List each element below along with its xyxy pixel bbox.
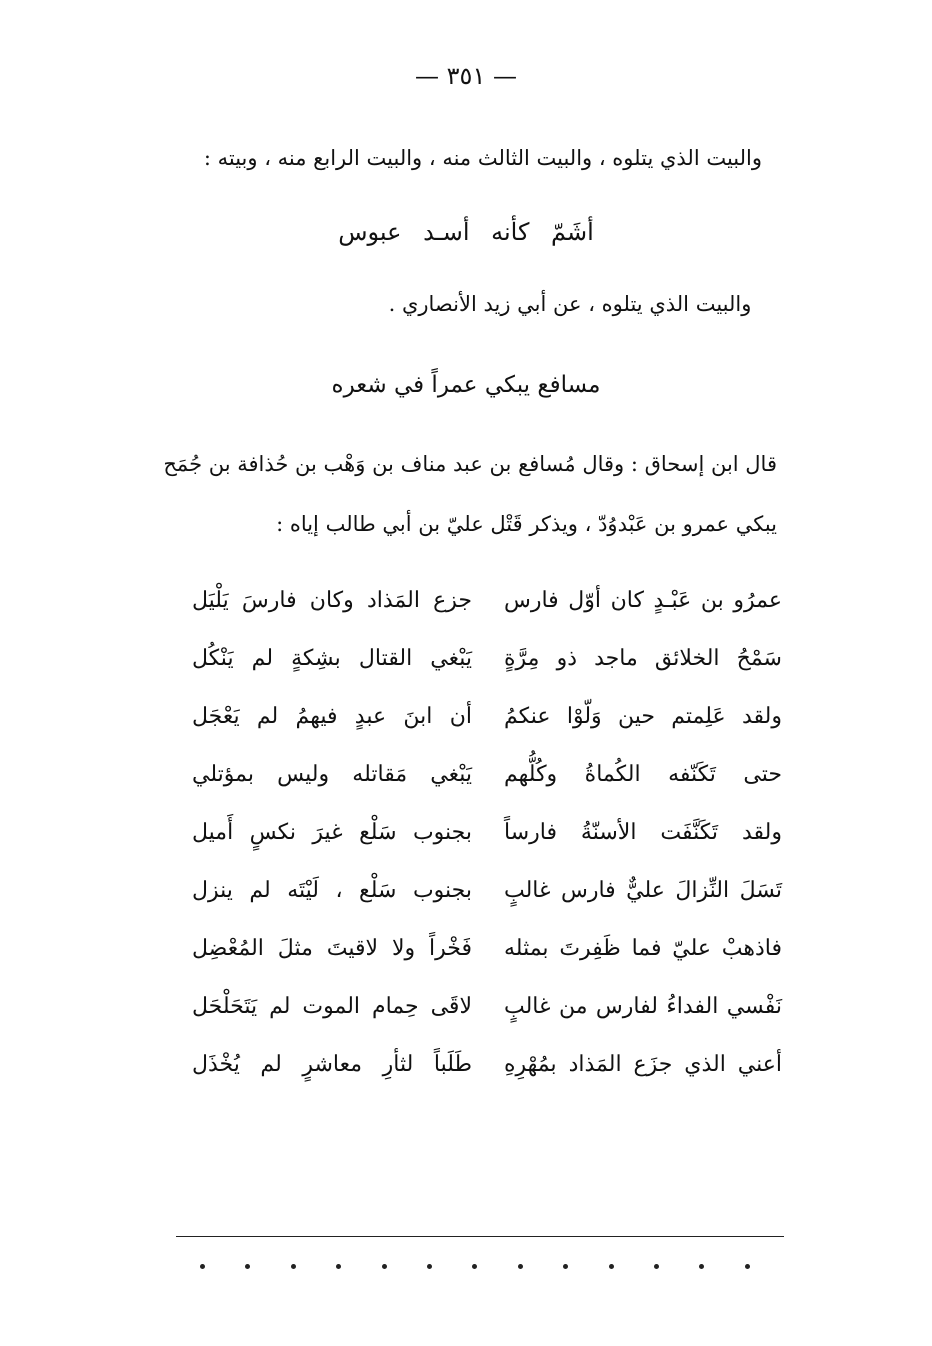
verse-row: [0, 1044, 932, 1102]
prose-line-1: قال ابن إسحاق : وقال مُسافع بن عبد مناف بن وَهْب بن حُذافة بن جُمَح: [163, 452, 777, 476]
footer-dot-row: [200, 1264, 750, 1274]
verse-second-hemistich: أن ابنَ عبدٍ فيهمُ لم يَعْجَل: [192, 704, 472, 729]
verse-second-hemistich: بجنوب سَلْع ، لَيْتَه لم ينزل: [192, 878, 472, 903]
quoted-hemistich: أشَمّ كأنه أسـد عبوس: [338, 218, 594, 246]
dot-ornament: [699, 1264, 704, 1269]
verse-second-hemistich: طَلَباً لثأرِ معاشرٍ لم يُخْذَل: [192, 1052, 472, 1077]
dot-ornament: [382, 1264, 387, 1269]
dot-ornament: [609, 1264, 614, 1269]
attribution-line: والبيت الذي يتلوه ، عن أبي زيد الأنصاري .: [388, 292, 752, 316]
verse-first-hemistich: ولقد تَكَنَّفَت الأسنّةُ فارساً: [504, 820, 782, 845]
verse-second-hemistich: يَبْغي مَقاتله وليس بمؤتلي: [192, 762, 472, 787]
verse-row: [0, 754, 932, 812]
verse-row: [0, 812, 932, 870]
verse-first-hemistich: ولقد عَلِمتم حين وَلّوْا عنكمُ: [504, 704, 782, 729]
dot-ornament: [563, 1264, 568, 1269]
intro-line: والبيت الذي يتلوه ، والبيت الثالث منه ، والبيت الرابع منه ، وبيته :: [203, 146, 762, 170]
verse-first-hemistich: حتى تَكَنّفه الكُماةُ وكُلُّهم: [504, 762, 782, 787]
footer-divider: [176, 1236, 784, 1237]
section-heading: مسافع يبكي عمراً في شعره: [331, 372, 601, 398]
prose-line-2: يبكي عمرو بن عَبْدوُدّ ، ويذكر قَتْل عليّ بن أبي طالب إياه :: [276, 512, 777, 536]
dot-ornament: [472, 1264, 477, 1269]
dot-ornament: [518, 1264, 523, 1269]
verse-row: [0, 870, 932, 928]
dot-ornament: [291, 1264, 296, 1269]
verse-first-hemistich: أعني الذي جزَع المَذاد بمُهْرِهِ: [504, 1052, 782, 1077]
verse-second-hemistich: لاقَى حِمام الموت لم يَتَحَلْحَل: [192, 994, 472, 1019]
verse-second-hemistich: فَخْراً ولا لاقيتَ مثلَ المُعْضِل: [192, 936, 472, 961]
verse-second-hemistich: يَبْغي القتال بشِكةٍ لم يَنْكُل: [192, 646, 472, 671]
verse-first-hemistich: تَسَلَ النِّزالَ عليٌّ فارس غالبٍ: [504, 878, 782, 903]
dot-ornament: [654, 1264, 659, 1269]
verse-row: [0, 928, 932, 986]
verse-row: [0, 696, 932, 754]
verse-first-hemistich: نَفْسي الفداءُ لفارس من غالبٍ: [504, 994, 782, 1019]
dot-ornament: [745, 1264, 750, 1269]
verse-second-hemistich: جزع المَذاد وكان فارسَ يَلْيَل: [192, 588, 472, 613]
verse-first-hemistich: فاذهبْ عليّ فما ظَفِرتَ بمثله: [504, 936, 782, 961]
dot-ornament: [245, 1264, 250, 1269]
verse-row: [0, 638, 932, 696]
dot-ornament: [427, 1264, 432, 1269]
page-number: — ٣٥١ —: [415, 62, 517, 90]
dot-ornament: [200, 1264, 205, 1269]
verse-row: [0, 986, 932, 1044]
verse-first-hemistich: سَمْحُ الخلائق ماجد ذو مِرَّةٍ: [504, 646, 782, 671]
verse-row: [0, 580, 932, 638]
dot-ornament: [336, 1264, 341, 1269]
verse-first-hemistich: عمرُو بن عَبْـدٍ كان أوّل فارس: [504, 588, 782, 613]
poem-verses: [0, 580, 932, 1102]
verse-second-hemistich: بجنوب سَلْع غيرَ نكسٍ أَميل: [192, 820, 472, 845]
